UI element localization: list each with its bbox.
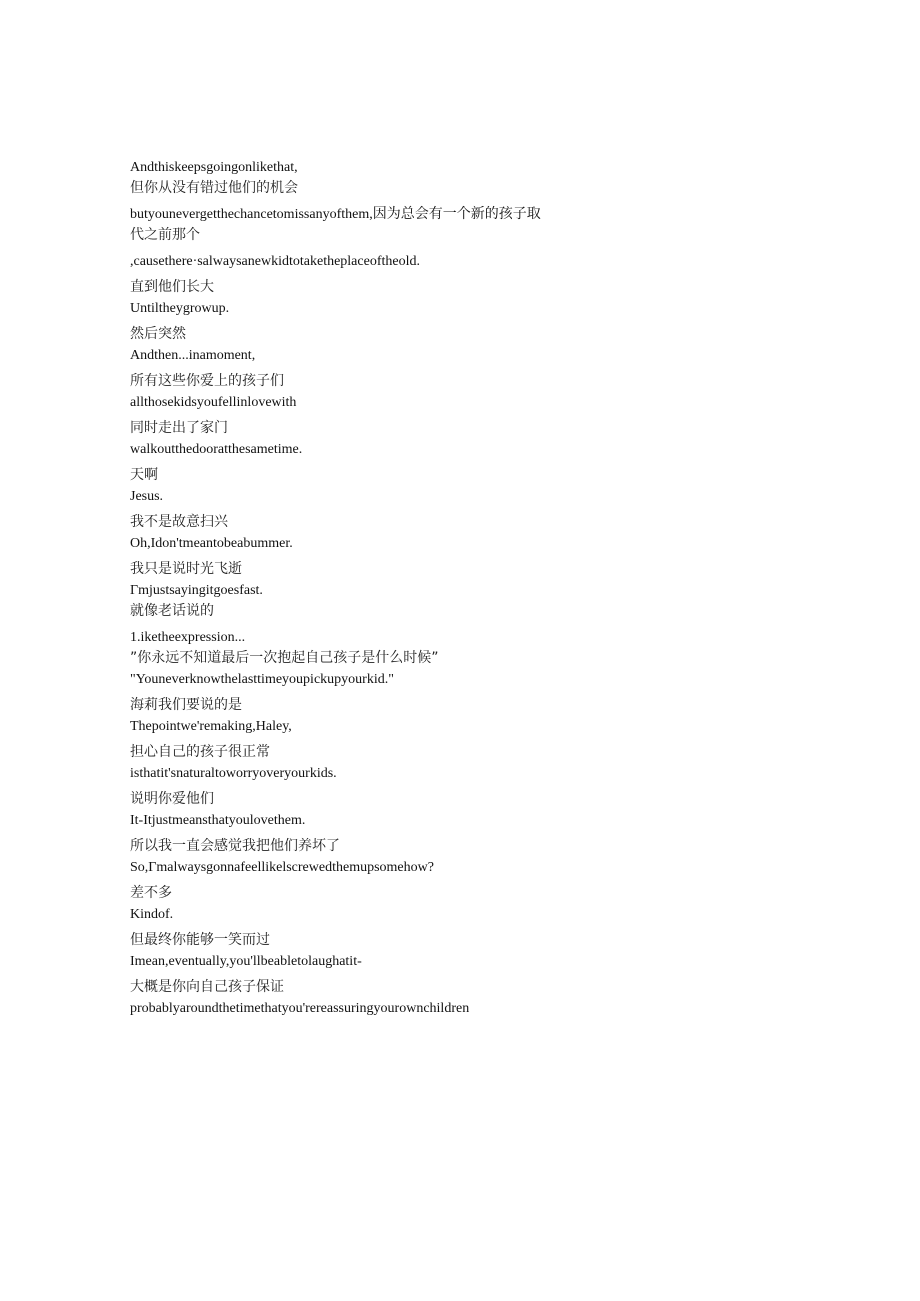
chinese-subtitle-line: 海莉我们要说的是 — [130, 697, 242, 713]
chinese-subtitle-line: 所有这些你爱上的孩子们 — [130, 373, 284, 389]
english-subtitle-line: Oh,Idon'tmeantobeabummer. — [130, 536, 293, 551]
english-subtitle-line: Untiltheygrowup. — [130, 301, 230, 316]
chinese-subtitle-line: 所以我一直会感觉我把他们养坏了 — [130, 838, 340, 854]
english-subtitle-line: So,Γmalwaysgonnafeellikelscrewedthemupsomehow? — [130, 860, 434, 875]
chinese-subtitle-line: 我只是说时光飞逝 — [130, 561, 242, 577]
chinese-subtitle-line: 我不是故意扫兴 — [130, 514, 228, 530]
chinese-subtitle-line: 天啊 — [130, 467, 158, 483]
chinese-subtitle-line: ”你永远不知道最后一次抱起自己孩子是什么时候” — [130, 650, 439, 666]
english-subtitle-line: Thepointwe'remaking,Haley, — [130, 719, 292, 734]
english-subtitle-line: isthatit'snaturaltoworryoveryourkids. — [130, 766, 337, 781]
english-subtitle-line: walkoutthedooratthesametime. — [130, 442, 303, 457]
english-subtitle-line: allthosekidsyoufellinlovewith — [130, 395, 297, 410]
english-subtitle-line: Imean,eventually,you'llbeabletolaughatit- — [130, 954, 362, 969]
chinese-subtitle-line: 但最终你能够一笑而过 — [130, 932, 270, 948]
chinese-subtitle-line: 说明你爱他们 — [130, 791, 214, 807]
english-subtitle-line: Andthiskeepsgoingonlikethat, — [130, 160, 298, 175]
chinese-subtitle-line: 同时走出了家门 — [130, 420, 228, 436]
english-subtitle-line: Kindof. — [130, 907, 174, 922]
chinese-subtitle-line: 担心自己的孩子很正常 — [130, 744, 270, 760]
chinese-subtitle-line: 差不多 — [130, 885, 172, 901]
chinese-subtitle-line: 但你从没有错过他们的机会 — [130, 180, 298, 196]
chinese-subtitle-line: 直到他们长大 — [130, 279, 214, 295]
chinese-subtitle-line: 就像老话说的 — [130, 603, 214, 619]
subtitle-transcript — [130, 157, 630, 1019]
chinese-subtitle-line: 然后突然 — [130, 326, 186, 342]
english-subtitle-line: probablyaroundthetimethatyou'rereassuringyourownchildren — [130, 1001, 470, 1016]
english-subtitle-line: It-Itjustmeansthatyoulovethem. — [130, 813, 306, 828]
chinese-subtitle-line: 代之前那个 — [130, 227, 200, 243]
english-subtitle-line: Andthen...inamoment, — [130, 348, 256, 363]
english-subtitle-line: 1.iketheexpression... — [130, 630, 246, 645]
english-subtitle-line: ,causethere·salwaysanewkidtotaketheplaceoftheold. — [130, 254, 420, 269]
chinese-subtitle-line: 大概是你向自己孩子保证 — [130, 979, 284, 995]
english-subtitle-line: Γmjustsayingitgoesfast. — [130, 583, 263, 598]
english-subtitle-line: butyounevergetthechancetomissanyofthem,因为总会有一个新的孩子取 — [130, 207, 541, 222]
english-subtitle-line: Jesus. — [130, 489, 164, 504]
english-subtitle-line: "Youneverknowthelasttimeyoupickupyourkid." — [130, 672, 394, 687]
